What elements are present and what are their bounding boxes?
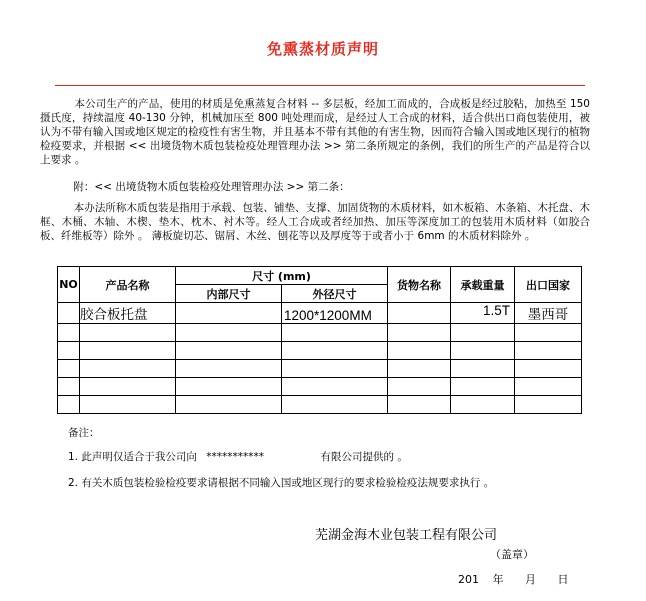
cell-no	[58, 303, 80, 324]
note-1-masked-company: ***********	[206, 451, 264, 463]
date-year-label: 年	[492, 573, 504, 586]
cell-outer-size: 1200*1200MM	[282, 303, 388, 324]
seal-label: （盖章）	[490, 548, 534, 561]
cell-goods-name	[388, 303, 451, 324]
table-row	[58, 378, 582, 396]
date-year: 201	[458, 573, 479, 586]
appendix-heading	[40, 180, 590, 194]
cell-inner-size	[176, 303, 282, 324]
table-row	[58, 360, 582, 378]
regulation-text: 本办法所称木质包装是指用于承载、包装、铺垫、支撑、加固货物的木质材料，如木板箱、木条箱、木托盘、木框、木桶、木轴、木楔、垫木、枕木、衬木等。经人工合成或者经加热、加压等深度加工的包装用木质材料（如胶合板、纤维板等）除外 。 薄板旋切芯、锯屑、木丝、刨花等以及厚度等于或者小于 6mm 的木质材料除外 。	[40, 202, 590, 242]
cell-product-name: 胶合板托盘	[80, 303, 176, 324]
table-row	[58, 396, 582, 414]
header-load-weight: 承载重量	[451, 267, 515, 303]
cell-export-country: 墨西哥	[515, 303, 582, 324]
header-product-name: 产品名称	[80, 267, 176, 303]
regulation-paragraph	[40, 201, 590, 243]
header-size: 尺寸 (mm)	[176, 267, 388, 285]
date-day-label: 日	[557, 573, 569, 586]
note-1-prefix: 1. 此声明仅适合于我公司向	[68, 451, 197, 463]
note-2: 2. 有关木质包装检验检疫要求请根据不同输入国或地区现行的要求检验检疫法规要求执行 。	[68, 477, 495, 489]
company-name: 芜湖金海木业包装工程有限公司	[315, 527, 498, 542]
header-outer-size: 外径尺寸	[282, 285, 388, 303]
header-no: NO	[58, 267, 80, 303]
table-row	[58, 324, 582, 342]
table-row	[58, 342, 582, 360]
note-1-suffix: 有限公司提供的 。	[320, 451, 408, 463]
date-month-label: 月	[525, 573, 536, 586]
header-export-country: 出口国家	[515, 267, 582, 303]
appendix-heading-text: 附：<< 出境货物木质包装检疫处理管理办法 >> 第二条：	[73, 181, 350, 193]
cell-load-weight: 1.5T	[451, 303, 515, 324]
title-underline	[55, 85, 585, 86]
declaration-paragraph	[40, 97, 590, 167]
date-line	[458, 571, 579, 587]
header-goods-name: 货物名称	[388, 267, 451, 303]
table-row	[58, 303, 582, 324]
product-table	[57, 266, 582, 414]
notes-heading: 备注：	[68, 427, 100, 439]
note-1	[68, 449, 408, 464]
declaration-text: 本公司生产的产品，使用的材质是免熏蒸复合材料 -- 多层板，经加工而成的，合成板是经过胶粘，加热至 150 摄氏度，持续温度 40-130 分钟，机械加压至 800 吨处理而成，是经过人工合成的材料，适合供出口商包装使用，被认为不带有输入国或地区规定的检疫性有害生物，并且基本不带有其他的有害生物，因而符合输入国或地区现行的植物检疫要求，并根据 << 出境货物木质包装检疫处理管理办法 >> 第二条所规定的条例，我们的所生产的产品是符合以上要求 。	[40, 98, 590, 166]
document-title: 免熏蒸材质声明	[266, 40, 379, 58]
header-inner-size: 内部尺寸	[176, 285, 282, 303]
